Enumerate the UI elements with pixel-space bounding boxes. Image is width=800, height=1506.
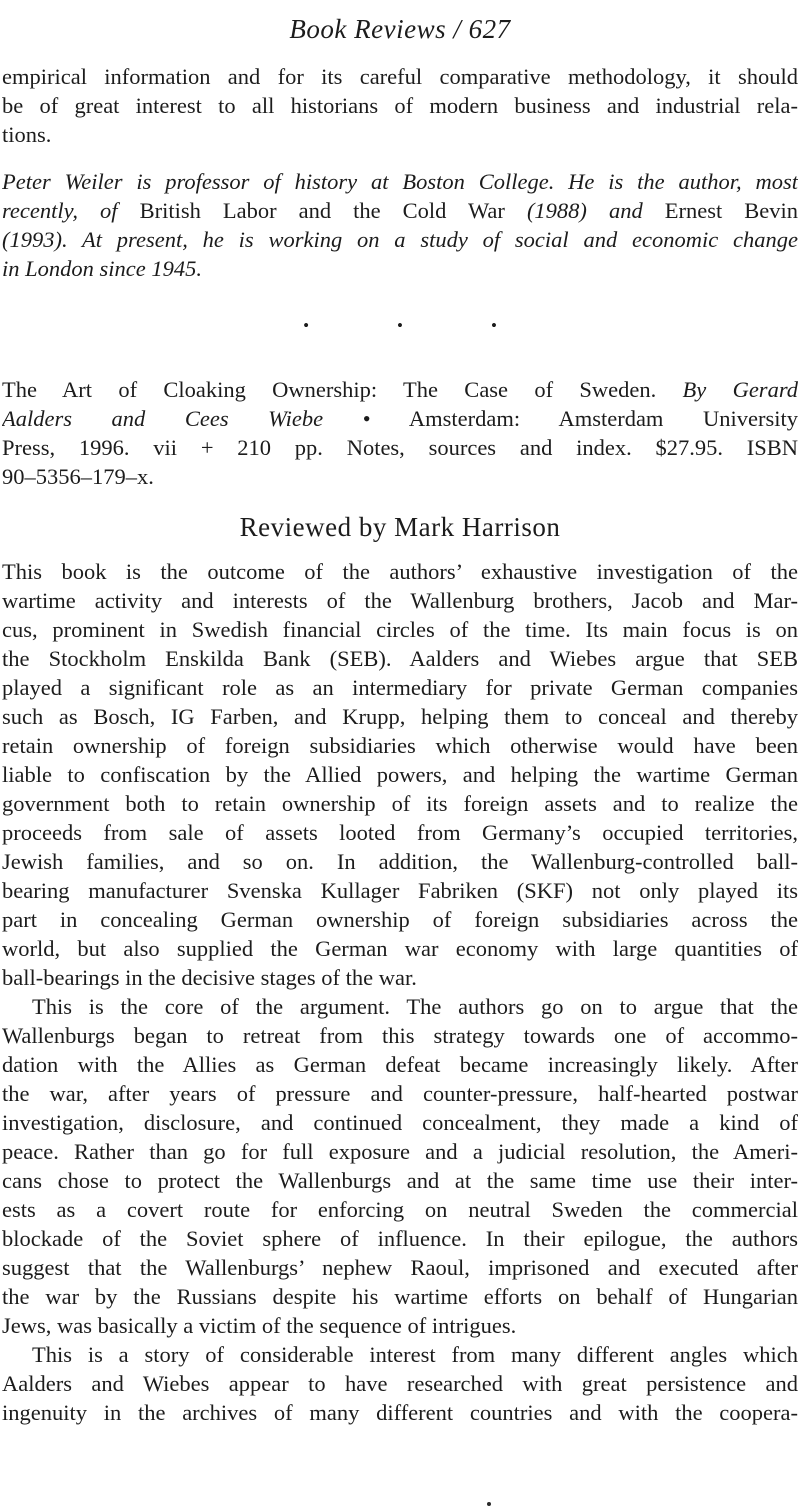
text-line xyxy=(2,1311,798,1340)
text-line xyxy=(2,375,798,404)
contributor-note xyxy=(2,167,798,283)
text-run: ball-bearings in the decisive stages of the war. xyxy=(2,965,417,990)
text-run: 90–5356–179–x. xyxy=(2,464,154,489)
text-run: recently, of xyxy=(2,198,140,223)
text-line xyxy=(2,1137,798,1166)
text-line xyxy=(2,586,798,615)
text-run: The Art of Cloaking Ownership: The Case of Sweden. xyxy=(2,377,683,402)
text-run: played a significant role as an intermediary for private German companies xyxy=(2,675,798,700)
text-run: the war by the Russians despite his wartime efforts on behalf of Hungarian xyxy=(2,1284,798,1309)
continuation-paragraph xyxy=(2,62,798,149)
text-run: empirical information and for its careful comparative methodology, it should xyxy=(2,64,798,89)
text-run: be of great interest to all historians of modern business and industrial rela- xyxy=(2,93,798,118)
text-run: ingenuity in the archives of many different countries and with the coopera- xyxy=(2,1400,798,1425)
scan-artifact-dot xyxy=(487,1502,491,1506)
review-body xyxy=(2,557,798,1427)
text-run-alt: By Gerard xyxy=(682,377,798,402)
page-header xyxy=(2,10,798,48)
text-run: the war, after years of pressure and counter-pressure, half-hearted postwar xyxy=(2,1081,798,1106)
text-line xyxy=(2,196,798,225)
text-run-alt: Ernest Bevin xyxy=(664,198,798,223)
text-run-alt: Aalders and Cees Wiebe xyxy=(2,406,363,431)
text-run: bearing manufacturer Svenska Kullager Fabriken (SKF) not only played its xyxy=(2,878,798,903)
separator-dot: • xyxy=(490,316,497,335)
separator-dot: • xyxy=(303,316,310,335)
text-line xyxy=(2,963,798,992)
text-run: the Stockholm Enskilda Bank (SEB). Aalders and Wiebes argue that SEB xyxy=(2,646,798,671)
text-line xyxy=(2,702,798,731)
text-run: (1993). At present, he is working on a study of social and economic change xyxy=(2,227,798,252)
text-run: dation with the Allies as German defeat became increasingly likely. After xyxy=(2,1052,798,1077)
body-paragraph xyxy=(2,1340,798,1427)
book-heading xyxy=(2,375,798,491)
text-run: Jews, was basically a victim of the sequence of intrigues. xyxy=(2,1313,517,1338)
text-run: Press, 1996. vii + 210 pp. Notes, sources and index. $27.95. ISBN xyxy=(2,435,798,460)
text-line xyxy=(2,673,798,702)
text-line xyxy=(2,1079,798,1108)
text-run: wartime activity and interests of the Wallenburg brothers, Jacob and Mar- xyxy=(2,588,798,613)
running-head: Book Reviews / 627 xyxy=(289,14,511,44)
text-run: tions. xyxy=(2,122,52,147)
text-run: This book is the outcome of the authors’ exhaustive investigation of the xyxy=(2,559,798,584)
text-line xyxy=(2,1340,798,1369)
text-run: Wallenburgs began to retreat from this strategy towards one of accommo- xyxy=(2,1023,798,1048)
text-line xyxy=(2,789,798,818)
text-run: in London since 1945. xyxy=(2,256,202,281)
text-line xyxy=(2,1166,798,1195)
text-line xyxy=(2,1369,798,1398)
text-line xyxy=(2,225,798,254)
text-run-alt: British Labor and the Cold War xyxy=(139,198,527,223)
text-line xyxy=(2,433,798,462)
text-run: blockade of the Soviet sphere of influence. In their epilogue, the authors xyxy=(2,1226,798,1251)
text-line xyxy=(2,934,798,963)
body-paragraph xyxy=(2,992,798,1340)
section-separator xyxy=(2,317,798,335)
text-run: proceeds from sale of assets looted from Germany’s occupied territories, xyxy=(2,820,798,845)
text-run: (1988) and xyxy=(526,198,665,223)
text-run: world, but also supplied the German war economy with large quantities of xyxy=(2,936,798,961)
text-run: Peter Weiler is professor of history at Boston College. He is the author, most xyxy=(2,169,798,194)
text-run: investigation, disclosure, and continued concealment, they made a kind of xyxy=(2,1110,798,1135)
text-run: cans chose to protect the Wallenburgs and at the same time use their inter- xyxy=(2,1168,798,1193)
text-run: government both to retain ownership of its foreign assets and to realize the xyxy=(2,791,798,816)
text-line xyxy=(2,818,798,847)
text-line xyxy=(2,847,798,876)
text-run: Jewish families, and so on. In addition, the Wallenburg-controlled ball- xyxy=(2,849,798,874)
separator-dot: • xyxy=(397,316,403,335)
text-run: liable to confiscation by the Allied powers, and helping the wartime German xyxy=(2,762,798,787)
text-line xyxy=(2,731,798,760)
text-line xyxy=(2,91,798,120)
text-line xyxy=(2,1224,798,1253)
text-line xyxy=(2,905,798,934)
reviewer-line: Reviewed by Mark Harrison xyxy=(239,512,561,542)
text-run: peace. Rather than go for full exposure and a judicial resolution, the Ameri- xyxy=(2,1139,798,1164)
text-line xyxy=(2,1398,798,1427)
text-line xyxy=(2,615,798,644)
text-line xyxy=(2,404,798,433)
text-line xyxy=(2,557,798,586)
text-run: This is a story of considerable interest from many different angles which xyxy=(32,1342,798,1367)
text-line xyxy=(2,876,798,905)
body-paragraph xyxy=(2,557,798,992)
text-run: suggest that the Wallenburgs’ nephew Raoul, imprisoned and executed after xyxy=(2,1255,798,1280)
text-line xyxy=(2,120,798,149)
text-line xyxy=(2,1282,798,1311)
text-run: • Amsterdam: Amsterdam University xyxy=(362,406,798,431)
text-line xyxy=(2,167,798,196)
text-line xyxy=(2,1050,798,1079)
text-run: Aalders and Wiebes appear to have researched with great persistence and xyxy=(2,1371,798,1396)
text-run: ests as a covert route for enforcing on neutral Sweden the commercial xyxy=(2,1197,798,1222)
text-run: such as Bosch, IG Farben, and Krupp, helping them to conceal and thereby xyxy=(2,704,798,729)
text-line xyxy=(2,1195,798,1224)
text-line xyxy=(2,992,798,1021)
text-line xyxy=(2,760,798,789)
text-line xyxy=(2,462,798,491)
text-line xyxy=(2,1108,798,1137)
text-run: This is the core of the argument. The authors go on to argue that the xyxy=(32,994,798,1019)
text-line xyxy=(2,1021,798,1050)
text-line xyxy=(2,644,798,673)
text-line xyxy=(2,62,798,91)
text-run: cus, prominent in Swedish financial circles of the time. Its main focus is on xyxy=(2,617,798,642)
text-line xyxy=(2,254,798,283)
text-run: retain ownership of foreign subsidiaries which otherwise would have been xyxy=(2,733,798,758)
text-run: part in concealing German ownership of foreign subsidiaries across the xyxy=(2,907,798,932)
text-line xyxy=(2,1253,798,1282)
